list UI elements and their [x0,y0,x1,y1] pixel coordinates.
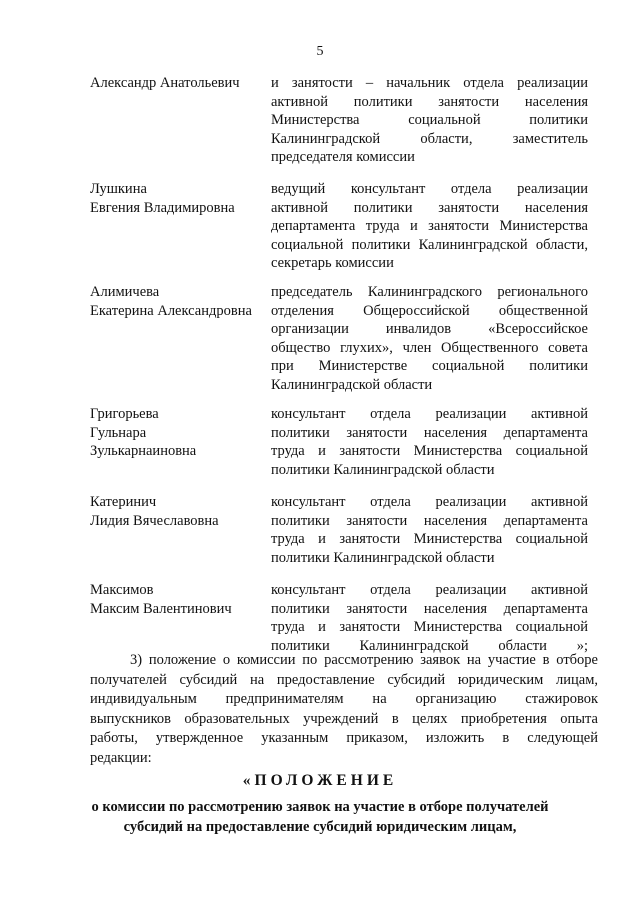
member-role-line: политики занятости населения департамента [271,600,588,617]
section-subtitle-line: субсидий на предоставление субсидий юридическим лицам, [123,819,517,835]
member-role [271,283,588,395]
member-name-line: Александр Анатольевич [90,75,240,91]
member-role [271,74,588,167]
member-name-line: Лидия Вячеславовна [90,512,219,529]
member-name [90,493,270,530]
member-name [90,581,270,618]
member-name-line: Евгения Владимировна [90,199,235,216]
member-name [90,283,270,320]
paragraph-line: выпускников образовательных учреждений в целях приобретения опыта [90,710,598,727]
section-title: «ПОЛОЖЕНИЕ [242,772,398,789]
member-name-line: Зулькарнаиновна [90,443,197,460]
member-name-line: Алимичева [90,284,160,300]
member-role [271,581,588,655]
member-role-line: политики Калининградской области [271,461,495,478]
member-role-line: общество глухих», член Общественного совета [271,339,588,356]
paragraph-line: индивидуальным предпринимателям на организацию стажировок [90,691,598,708]
member-name-line: Лушкина [90,181,147,197]
member-role-line: активной политики занятости населения [271,93,588,110]
member-name [90,180,270,217]
member-role-line: секретарь комиссии [271,255,394,272]
paragraph-line: получателей субсидий на предоставление субсидий юридическим лицам, [90,671,598,688]
member-name-line: Екатерина Александровна [90,302,252,319]
member-role-line: консультант отдела реализации активной [271,406,588,422]
member-role-line: труда и занятости Министерства социальной [271,531,588,548]
member-role-line: председатель Калининградского регионального [271,284,588,300]
member-role [271,405,588,479]
member-name-line: Катеринич [90,494,157,510]
member-role-line: департамента труда и занятости Министерства [271,218,588,235]
member-role-line: политики занятости населения департамента [271,512,588,529]
member-role-line: консультант отдела реализации активной [271,494,588,510]
member-role-line: активной политики занятости населения [271,199,588,216]
member-role-line: труда и занятости Министерства социальной [271,443,588,460]
member-name-line: Максим Валентинович [90,600,232,617]
member-role [271,493,588,567]
member-role-line: организации инвалидов «Всероссийское [271,321,588,338]
paragraph-line: 3) положение о комиссии по рассмотрению заявок на участие в отборе [130,652,598,668]
member-role-line: социальной политики Калининградской области, [271,236,588,253]
member-role-line: ведущий консультант отдела реализации [271,181,588,197]
member-name [90,405,270,461]
member-role-line: консультант отдела реализации активной [271,582,588,598]
paragraph-line: редакции: [90,749,152,766]
member-role-line: Министерства социальной политики [271,112,588,129]
member-role-line: труда и занятости Министерства социальной [271,619,588,636]
member-role-line: политики Калининградской области [271,549,495,566]
member-role [271,180,588,273]
member-role-line: и занятости – начальник отдела реализации [271,75,588,91]
section-subtitle-line: о комиссии по рассмотрению заявок на участие в отборе получателей [91,799,549,815]
member-role-line: Калининградской области, заместитель [271,130,588,147]
member-name [90,74,270,93]
amendment-paragraph [90,651,598,769]
member-role-line: Калининградской области [271,376,433,393]
member-role-line: политики Калининградской области »; [271,637,588,654]
member-name-line: Гульнара [90,424,147,441]
member-role-line: председателя комиссии [271,149,415,166]
member-name-line: Григорьева [90,406,159,422]
paragraph-line: работы, утвержденное указанным приказом, изложить в следующей [90,730,598,747]
page-number: 5 [316,44,324,59]
member-role-line: политики занятости населения департамента [271,424,588,441]
member-role-line: при Министерстве социальной политики [271,358,588,375]
member-role-line: отделения Общероссийской общественной [271,302,588,319]
member-name-line: Максимов [90,582,154,598]
